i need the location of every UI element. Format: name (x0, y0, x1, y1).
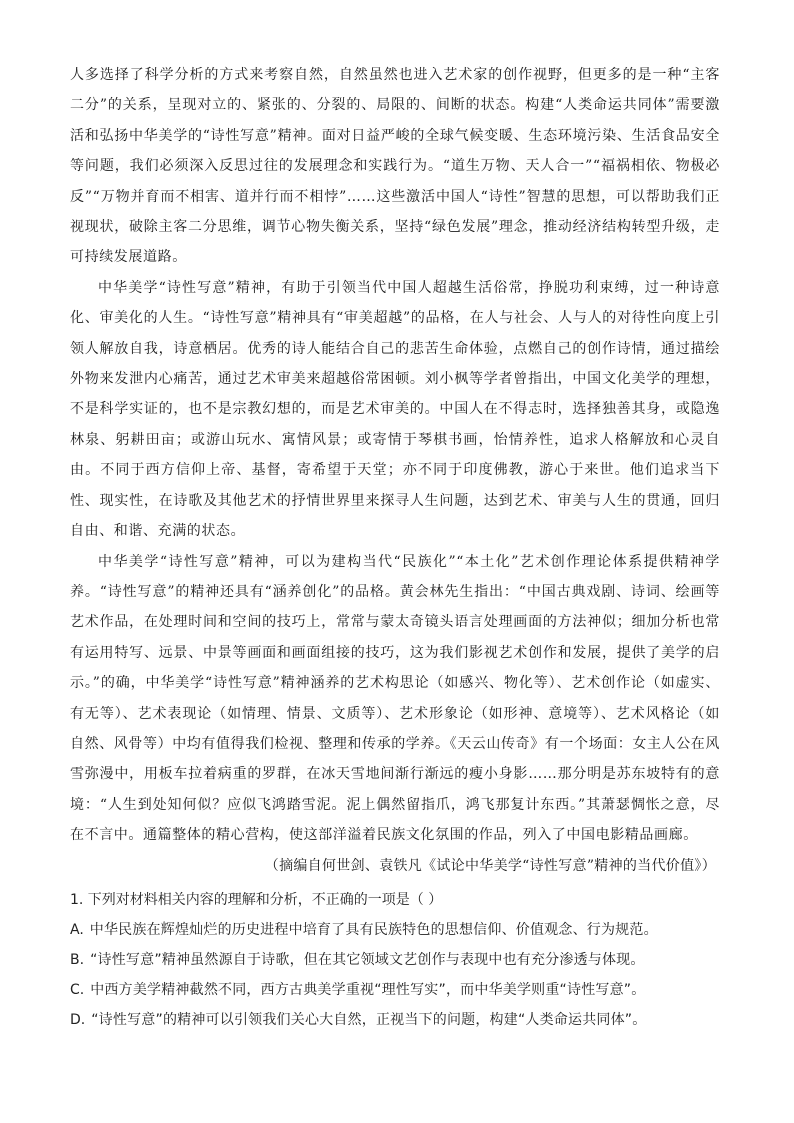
option-a (70, 915, 720, 945)
option-letter: A. (70, 921, 84, 938)
passage-paragraph-1: 人多选择了科学分析的方式来考察自然，自然虽然也进入艺术家的创作视野，但更多的是一种“主客二分”的关系，呈现对立的、紧张的、分裂的、局限的、间断的状态。构建“人类命运共同体”需要激活和弘扬中华美学的“诗性写意”精神。面对日益严峻的全球气候变暖、生态环境污染、生活食品安全等问题，我们必须深入反思过往的发展理念和实践行为。“道生万物、天人合一”“福祸相依、物极必反”“万物并育而不相害、道并行而不相悖”……这些激活中国人“诗性”智慧的思想，可以帮助我们正视现状，破除主客二分思维，调节心物失衡关系，坚持“绿色发展”理念，推动经济结构转型升级，走可持续发展道路。 (70, 67, 720, 266)
option-letter: C. (70, 981, 85, 998)
question-stem: 1. 下列对材料相关内容的理解和分析，不正确的一项是（ ） (70, 891, 443, 908)
option-letter: B. (70, 951, 85, 968)
option-d (70, 1005, 720, 1035)
passage-paragraph-2: 中华美学“诗性写意”精神，有助于引领当代中国人超越生活俗常，挣脱功利束缚，过一种诗意化、审美化的人生。“诗性写意”精神具有“审美超越”的品格，在人与社会、人与人的对待性向度上引领人解放自我，诗意栖居。优秀的诗人能结合自己的悲苦生命体验，点燃自己的创作诗情，通过描绘外物来发泄内心痛苦，通过艺术审美来超越俗常困顿。刘小枫等学者曾指出，中国文化美学的理想，不是科学实证的，也不是宗教幻想的，而是艺术审美的。中国人在不得志时，选择独善其身，或隐逸林泉、躬耕田亩；或游山玩水、寓情风景；或寄情于琴棋书画，怡情养性，追求人格解放和心灵自由。不同于西方信仰上帝、基督，寄希望于天堂；亦不同于印度佛教，游心于来世。他们追求当下性、现实性，在诗歌及其他艺术的抒情世界里来探寻人生问题，达到艺术、审美与人生的贯通，回归自由、和谐、充满的状态。 (70, 279, 720, 540)
reading-passage (70, 60, 720, 881)
option-b (70, 945, 720, 975)
document-page (70, 60, 720, 1035)
option-text: “诗性写意”精神虽然源自于诗歌，但在其它领域文艺创作与表现中也有充分渗透与体现。 (90, 951, 645, 968)
passage-source-citation: （摘编自何世剑、袁铁凡《试论中华美学“诗性写意”精神的当代价值》） (264, 857, 716, 874)
option-text: “诗性写意”的精神可以引领我们关心大自然，正视当下的问题，构建“人类命运共同体”。 (91, 1011, 647, 1028)
question-1 (70, 885, 720, 1035)
passage-paragraph-3: 中华美学“诗性写意”精神，可以为建构当代“民族化”“本土化”艺术创作理论体系提供精神学养。“诗性写意”的精神还具有“涵养创化”的品格。黄会林先生指出：“中国古典戏剧、诗词、绘画等艺术作品，在处理时间和空间的技巧上，常常与蒙太奇镜头语言处理画面的方法神似；细加分析也常有运用特写、远景、中景等画面和画面组接的技巧，这为我们影视艺术创作和发展，提供了美学的启示。”的确，中华美学“诗性写意”精神涵养的艺术构思论（如感兴、物化等）、艺术创作论（如虚实、有无等）、艺术表现论（如情理、情景、文质等）、艺术形象论（如形神、意境等）、艺术风格论（如自然、风骨等）中均有值得我们检视、整理和传承的学养。《天云山传奇》有一个场面：女主人公在风雪弥漫中，用板车拉着病重的罗群，在冰天雪地间渐行渐远的瘦小身影……那分明是苏东坡特有的意境：“人生到处知何似？应似飞鸿踏雪泥。泥上偶然留指爪，鸿飞那复计东西。”其萧瑟惆怅之意，尽在不言中。通篇整体的精心营构，使这部洋溢着民族文化氛围的作品，列入了中国电影精品画廊。 (70, 553, 720, 844)
option-text: 中华民族在辉煌灿烂的历史进程中培育了具有民族特色的思想信仰、价值观念、行为规范。 (89, 921, 658, 938)
option-c (70, 975, 720, 1005)
option-letter: D. (70, 1011, 86, 1028)
option-text: 中西方美学精神截然不同，西方古典美学重视“理性写实”，而中华美学则重“诗性写意”。 (90, 981, 646, 998)
